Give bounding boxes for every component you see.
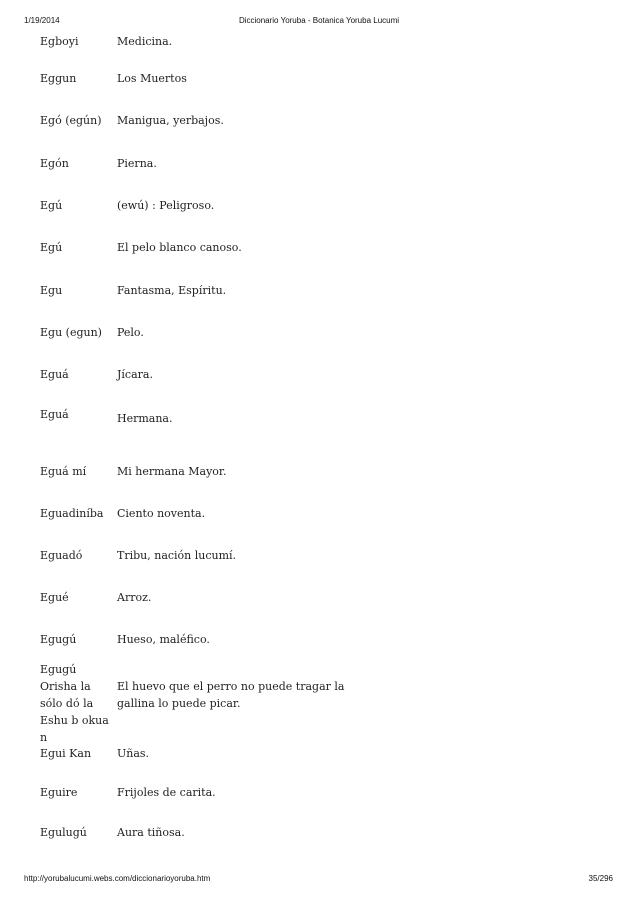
entry-term: Eguá [40, 368, 69, 381]
entry-definition: Pelo. [117, 326, 144, 339]
entry-term: Egboyi [40, 35, 79, 48]
entry-definition: Fantasma, Espíritu. [117, 284, 227, 297]
entry-definition: Hermana. [117, 412, 173, 425]
entry-term: Egú [40, 199, 63, 212]
entry-definition: Hueso, maléfico. [117, 633, 210, 646]
document-title: Diccionario Yoruba - Botanica Yoruba Lucumi [238, 16, 400, 25]
entry-definition: Tribu, nación lucumí. [117, 549, 237, 562]
entry-definition: Pierna. [117, 157, 157, 170]
entry-definition: El huevo que el perro no puede tragar la gallina lo puede picar. [117, 680, 345, 710]
entry-term: Eguadiníba [40, 507, 104, 520]
source-url: http://yorubalucumi.webs.com/diccionarioyoruba.htm [24, 874, 211, 883]
entry-definition: Uñas. [117, 747, 150, 760]
entry-definition: Los Muertos [117, 72, 187, 85]
entry-term: Egulugú [40, 826, 87, 839]
entry-definition: Frijoles de carita. [117, 786, 216, 799]
entry-definition: (ewú) : Peligroso. [117, 199, 215, 212]
entry-definition: Ciento noventa. [117, 507, 206, 520]
entry-term: Egón [40, 157, 69, 170]
entry-definition: Medicina. [117, 35, 173, 48]
print-date: 1/19/2014 [24, 16, 60, 25]
entry-term: Egu [40, 284, 63, 297]
entry-definition: Aura tiñosa. [117, 826, 185, 839]
entry-term: Eguire [40, 786, 78, 799]
entry-term: Egué [40, 591, 69, 604]
entry-term: Egugú Orisha la sólo dó la Eshu b okua n [40, 663, 109, 744]
entry-definition: El pelo blanco canoso. [117, 241, 242, 254]
entry-term: Egú [40, 241, 63, 254]
entry-term: Egu (egun) [40, 326, 102, 339]
entry-definition: Manigua, yerbajos. [117, 114, 224, 127]
entry-definition: Jícara. [117, 368, 153, 381]
entry-term: Egugú [40, 633, 77, 646]
entry-term: Eguá [40, 408, 69, 421]
entry-term: Egui Kan [40, 747, 92, 760]
entry-definition: Arroz. [117, 591, 152, 604]
entry-term: Eggun [40, 72, 77, 85]
entry-term: Eguadó [40, 549, 83, 562]
entry-definition: Mi hermana Mayor. [117, 465, 227, 478]
page-number: 35/296 [588, 874, 613, 883]
entry-term: Eguá mí [40, 465, 87, 478]
entry-term: Egó (egún) [40, 114, 102, 127]
